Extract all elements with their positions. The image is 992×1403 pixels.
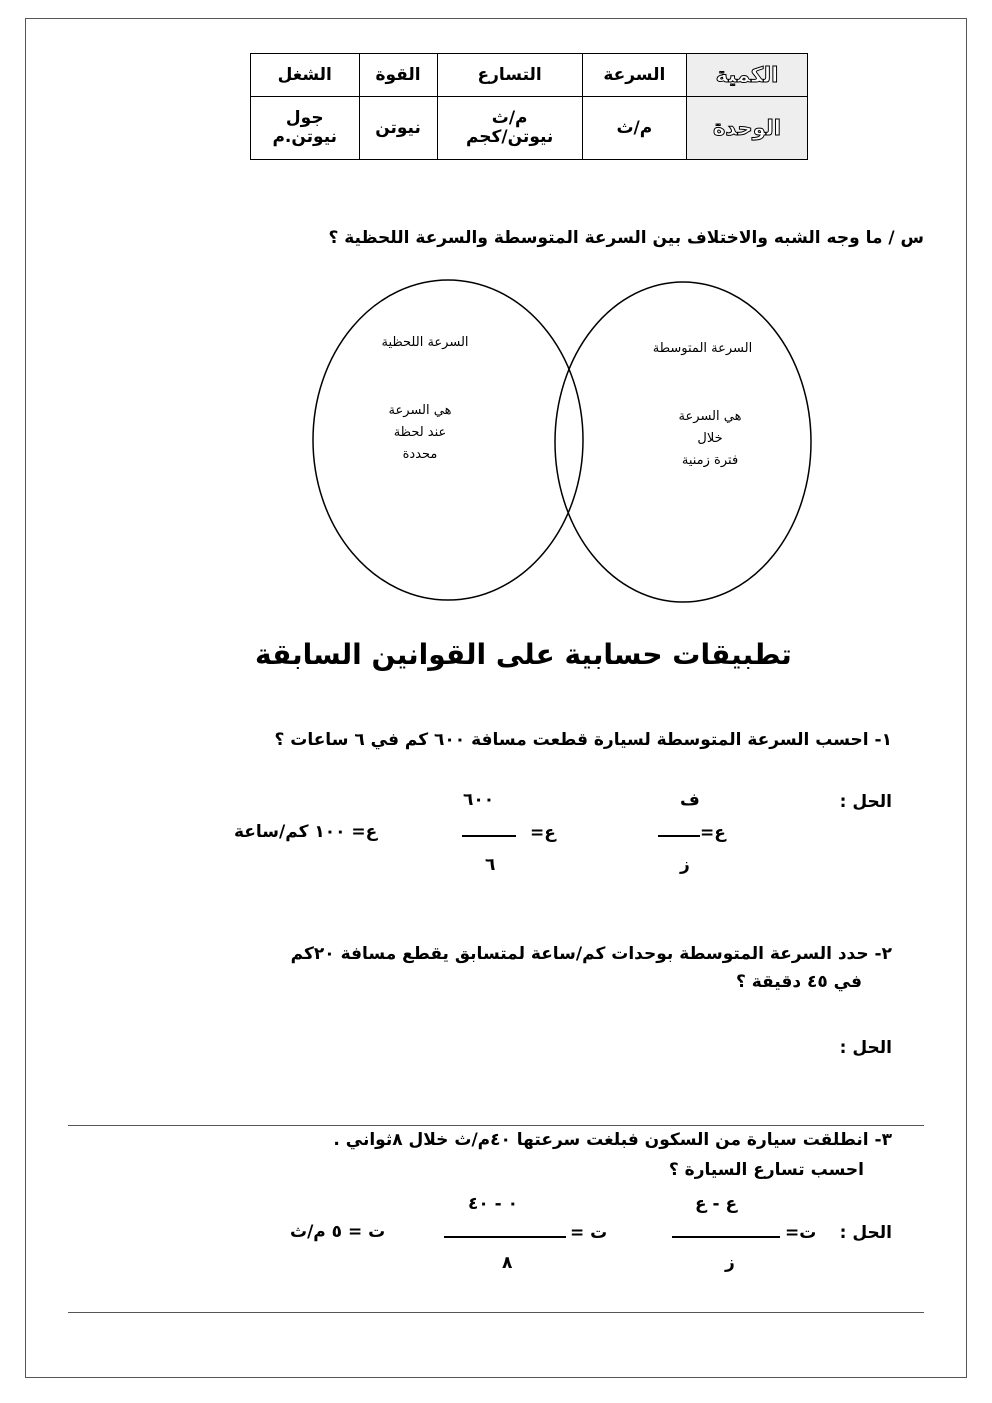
- divider: [68, 1125, 924, 1126]
- unit-text: م/ث: [616, 117, 653, 138]
- header-unit: الوحدة: [687, 97, 808, 160]
- solution-label: الحل :: [839, 792, 892, 812]
- numerator: ف: [680, 790, 700, 810]
- venn-right-text: [650, 406, 770, 472]
- section-title: تطبيقات حسابية على القوانين السابقة: [255, 638, 792, 671]
- line: هي السرعة: [678, 409, 742, 424]
- solution-label: الحل :: [839, 1223, 892, 1243]
- problem-2-line1: ٢- حدد السرعة المتوسطة بوحدات كم/ساعة لمتسابق يقطع مسافة ٢٠كم: [290, 944, 892, 964]
- venn-left-title: السرعة اللحظية: [381, 335, 469, 350]
- unit-text: جول: [285, 108, 324, 128]
- problem-3-line2: احسب تسارع السيارة ؟: [668, 1160, 864, 1180]
- result: ت = ٥ م/ث: [290, 1222, 386, 1242]
- venn-left-text: [360, 400, 480, 466]
- numerator: ع - ع: [695, 1194, 738, 1214]
- cell-quantity: الشغل: [251, 54, 360, 97]
- denominator: ز: [680, 855, 690, 875]
- denominator: ز: [725, 1253, 735, 1273]
- result: ع= ١٠٠ كم/ساعة: [234, 822, 378, 842]
- eq-lhs: ت =: [570, 1223, 608, 1243]
- venn-diagram: [0, 0, 992, 700]
- denominator: ٨: [502, 1253, 513, 1273]
- cell-quantity: القوة: [359, 54, 437, 97]
- line: خلال: [697, 431, 723, 446]
- unit-text: نيوتن.م: [272, 127, 338, 147]
- numerator: ٦٠٠: [463, 790, 495, 810]
- unit-text: م/ث: [491, 108, 528, 128]
- denominator: ٦: [485, 855, 496, 875]
- problem-2-line2: في ٤٥ دقيقة ؟: [735, 972, 862, 992]
- problem-3-line1: ٣- انطلقت سيارة من السكون فبلغت سرعتها ٤٠م/ث خلال ٨ثواني .: [333, 1130, 892, 1150]
- unit-text: نيوتن: [375, 117, 421, 138]
- question-similarity: س / ما وجه الشبه والاختلاف بين السرعة المتوسطة والسرعة اللحظية ؟: [328, 228, 924, 248]
- eq-lhs: ع=: [700, 823, 726, 843]
- venn-right-title: السرعة المتوسطة: [652, 341, 753, 356]
- problem-1: ١- احسب السرعة المتوسطة لسيارة قطعت مسافة ٦٠٠ كم في ٦ ساعات ؟: [274, 730, 892, 750]
- unit-text: نيوتن/كجم: [465, 127, 554, 147]
- line: عند لحظة: [393, 425, 447, 440]
- header-quantity: الكمية: [687, 54, 808, 97]
- divider: [68, 1312, 924, 1313]
- numerator: ٠ - ٤٠: [468, 1194, 519, 1214]
- eq-lhs: ع=: [530, 823, 556, 843]
- line: هي السرعة: [388, 403, 452, 418]
- eq-lhs: ت=: [785, 1223, 817, 1243]
- line: فترة زمنية: [681, 453, 739, 468]
- solution-label: الحل :: [839, 1038, 892, 1058]
- cell-quantity: السرعة: [582, 54, 686, 97]
- cell-quantity: التسارع: [437, 54, 582, 97]
- line: محددة: [402, 447, 438, 462]
